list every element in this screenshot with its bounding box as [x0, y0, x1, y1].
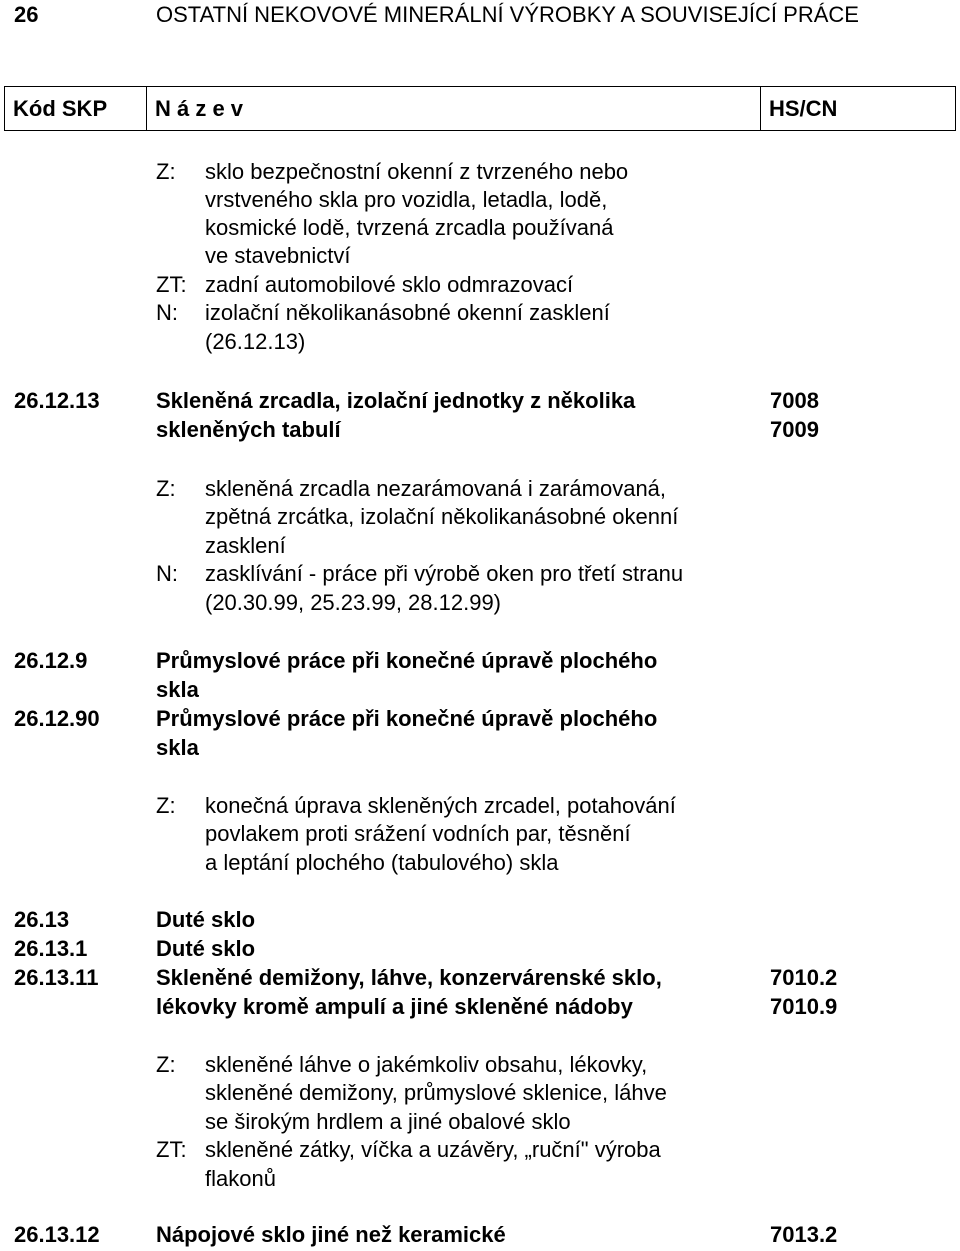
entry-hs-code: 7010.2: [770, 965, 838, 990]
note-n-line: zasklívání - práce při výrobě oken pro třetí stranu: [205, 561, 684, 586]
section-title: OSTATNÍ NEKOVOVÉ MINERÁLNÍ VÝROBKY A SOUVISEJÍCÍ PRÁCE: [156, 2, 859, 27]
note-n-line: izolační několikanásobné okenní zasklení: [205, 300, 610, 325]
entry-name: Duté sklo: [156, 907, 256, 932]
note-zt-label: ZT:: [156, 272, 187, 297]
note-z-line: zasklení: [205, 533, 286, 558]
note-n-line: (26.12.13): [205, 329, 306, 354]
entry-name: Průmyslové práce při konečné úpravě plochého: [156, 706, 658, 731]
entry-hs-code: 7010.9: [770, 994, 838, 1019]
entry-code: 26.12.13: [14, 388, 100, 413]
note-z-line: se širokým hrdlem a jiné obalové sklo: [205, 1109, 571, 1134]
entry-hs-code: 7013.2: [770, 1222, 838, 1247]
note-n-label: N:: [156, 300, 178, 325]
entry-code: 26.13.1: [14, 936, 88, 961]
entry-code: 26.13: [14, 907, 70, 932]
entry-code: 26.12.9: [14, 648, 88, 673]
entry-name: lékovky kromě ampulí a jiné skleněné nádoby: [156, 994, 633, 1019]
note-zt-line: zadní automobilové sklo odmrazovací: [205, 272, 574, 297]
note-n-label: N:: [156, 561, 178, 586]
entry-code: 26.13.12: [14, 1222, 100, 1247]
note-z-label: Z:: [156, 1052, 176, 1077]
note-z-line: kosmické lodě, tvrzená zrcadla používaná: [205, 215, 614, 240]
note-z-label: Z:: [156, 793, 176, 818]
entry-name: Duté sklo: [156, 936, 256, 961]
entry-name: Průmyslové práce při konečné úpravě plochého: [156, 648, 658, 673]
note-z-line: skleněná zrcadla nezarámovaná i zarámovaná,: [205, 476, 667, 501]
note-zt-line: skleněné zátky, víčka a uzávěry, „ruční" výroba: [205, 1137, 661, 1162]
entry-hs-code: 7008: [770, 388, 819, 413]
note-z-line: povlakem proti srážení vodních par, těsnění: [205, 821, 631, 846]
note-z-line: a leptání plochého (tabulového) skla: [205, 850, 559, 875]
note-n-line: (20.30.99, 25.23.99, 28.12.99): [205, 590, 502, 615]
section-code: 26: [14, 2, 39, 27]
entry-code: 26.12.90: [14, 706, 100, 731]
note-z-label: Z:: [156, 159, 176, 184]
note-z-line: sklo bezpečnostní okenní z tvrzeného nebo: [205, 159, 629, 184]
entry-name: skleněných tabulí: [156, 417, 341, 442]
column-header-name: N á z e v: [147, 87, 761, 130]
entry-name: skla: [156, 677, 199, 702]
note-z-line: skleněné demižony, průmyslové sklenice, láhve: [205, 1080, 667, 1105]
column-header-hs: HS/CN: [769, 96, 838, 121]
note-z-label: Z:: [156, 476, 176, 501]
note-zt-label: ZT:: [156, 1137, 187, 1162]
entry-name: skla: [156, 735, 199, 760]
note-z-line: vrstveného skla pro vozidla, letadla, lodě,: [205, 187, 608, 212]
entry-name: Nápojové sklo jiné než keramické: [156, 1222, 506, 1247]
note-z-line: konečná úprava skleněných zrcadel, potahování: [205, 793, 676, 818]
entry-name: Skleněné demižony, láhve, konzervárenské sklo,: [156, 965, 662, 990]
note-z-line: skleněné láhve o jakémkoliv obsahu, lékovky,: [205, 1052, 648, 1077]
note-z-line: zpětná zrcátka, izolační několikanásobné okenní: [205, 504, 679, 529]
entry-code: 26.13.11: [14, 965, 99, 990]
note-zt-line: flakonů: [205, 1166, 276, 1191]
column-header-code: Kód SKP: [5, 87, 147, 130]
note-z-line: ve stavebnictví: [205, 243, 351, 268]
entry-name: Skleněná zrcadla, izolační jednotky z několika: [156, 388, 636, 413]
entry-hs-code: 7009: [770, 417, 819, 442]
column-header-table: [4, 86, 956, 131]
